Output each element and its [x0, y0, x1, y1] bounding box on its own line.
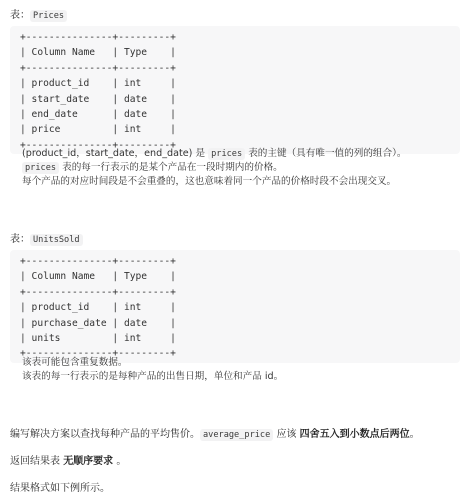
prices-desc-line-3: 每个产品的对应时间段是不会重叠的，这也意味着同一个产品的价格时段不会出现交叉。 [22, 176, 397, 187]
format-statement: 结果格式如下例所示。 [10, 483, 110, 494]
prices-desc-1a: (product_id，start_date，end_date) 是 [22, 148, 209, 159]
units-table-heading [10, 230, 83, 245]
units-desc-line-1: 该表可能包含重复数据。 [22, 357, 128, 368]
prices-desc-line-2 [22, 161, 283, 175]
prices-desc-1b: 表的主键（具有唯一值的列的组合）。 [245, 148, 407, 159]
prices-table-heading [10, 6, 67, 21]
prices-desc-line-1 [22, 147, 407, 161]
return-part-2: 无顺序要求 [63, 456, 114, 467]
task-part-3: 四舍五入到小数点后两位 [299, 429, 410, 440]
task-statement [10, 425, 420, 440]
table-label: 表： [10, 10, 30, 21]
table-label: 表： [10, 234, 30, 245]
prices-schema-block [10, 26, 460, 154]
return-part-1: 返回结果表 [10, 456, 64, 467]
task-part-1: 编写解决方案以查找每种产品的平均售价。 [10, 429, 200, 440]
units-table-name: UnitsSold [30, 234, 83, 246]
units-desc-line-2: 该表的每一行表示的是每种产品的出售日期，单位和产品 id。 [22, 371, 284, 382]
prices-code-2: prices [22, 162, 59, 174]
prices-desc-2b: 表的每一行表示的是某个产品在一段时期内的价格。 [59, 162, 283, 173]
prices-code-1: prices [208, 148, 245, 160]
return-statement [10, 452, 126, 467]
prices-table-name: Prices [30, 10, 67, 22]
units-schema-text: +---------------+---------+ | Column Name | Type | +---------------+---------+ | product_id | int | | purchase_date | date | | units | int | +---------------+---------+ [20, 256, 176, 360]
task-part-2: 应该 [273, 429, 300, 440]
task-code: average_price [200, 429, 273, 441]
units-schema-block [10, 250, 460, 363]
task-part-4: 。 [409, 429, 420, 440]
prices-schema-text: +---------------+---------+ | Column Name | Type | +---------------+---------+ | product_id | int | | start_date | date | | end_date | date | | price | int | +---------------+---------+ [20, 32, 176, 151]
return-part-3: 。 [113, 456, 127, 467]
